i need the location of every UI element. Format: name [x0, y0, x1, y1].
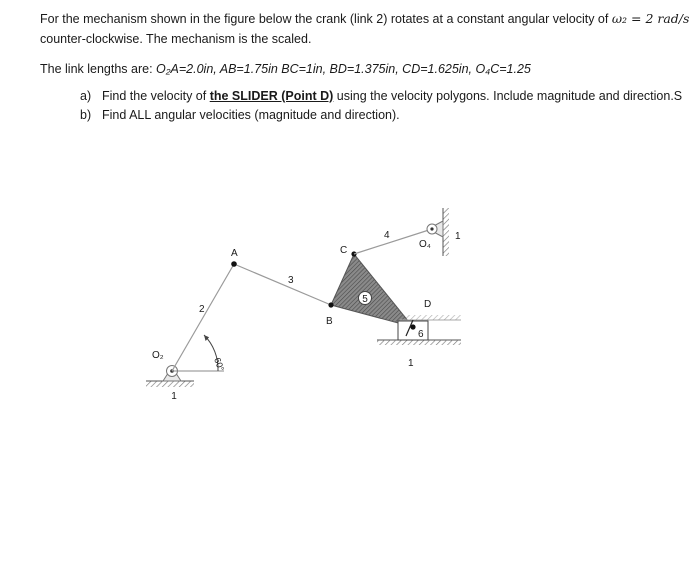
omega-value: ω₂ = 2 rad/s	[611, 11, 690, 26]
task-a-emphasis: the SLIDER (Point D)	[209, 89, 334, 103]
angle-label: 60°	[212, 356, 227, 373]
link-2	[172, 264, 234, 371]
intro-line-2: counter-clockwise. The mechanism is the scaled.	[40, 32, 312, 46]
point-b-label: B	[326, 316, 333, 327]
ground-o2-label: 1	[171, 391, 177, 402]
point-b	[328, 302, 333, 307]
point-d-label: D	[424, 299, 432, 310]
ground-slider-label: 1	[408, 358, 414, 369]
intro-text: For the mechanism shown in the figure below the crank (link 2) rotates at a constant angular velocity of	[40, 12, 612, 26]
task-a-marker: a)	[80, 89, 92, 103]
o4-label: O₄	[419, 239, 431, 250]
o2-label: O₂	[152, 350, 164, 361]
lengths-label: The link lengths are:	[40, 62, 157, 76]
ground-o4	[427, 208, 461, 256]
link-2-label: 2	[199, 304, 205, 315]
link-4-label: 4	[384, 230, 390, 241]
point-a-label: A	[231, 248, 238, 259]
link-3-label: 3	[288, 275, 294, 286]
lengths-values: O₂A=2.0in, AB=1.75in BC=1in, BD=1.375in, CD=1.625in, O₄C=1.25	[156, 62, 531, 76]
task-b-marker: b)	[80, 108, 92, 122]
point-a	[231, 261, 237, 267]
link-5-label: 5	[362, 294, 368, 305]
task-b-text: Find ALL angular velocities (magnitude and direction).	[102, 108, 400, 122]
task-a-rest: using the velocity polygons. Include magnitude and direction.S	[333, 89, 683, 103]
point-c-label: C	[340, 245, 348, 256]
link-6-label: 6	[418, 329, 424, 340]
ground-o4-label: 1	[455, 231, 461, 242]
task-a-text: Find the velocity of	[102, 89, 210, 103]
link-3	[234, 264, 331, 305]
angle-indicator	[172, 335, 226, 373]
